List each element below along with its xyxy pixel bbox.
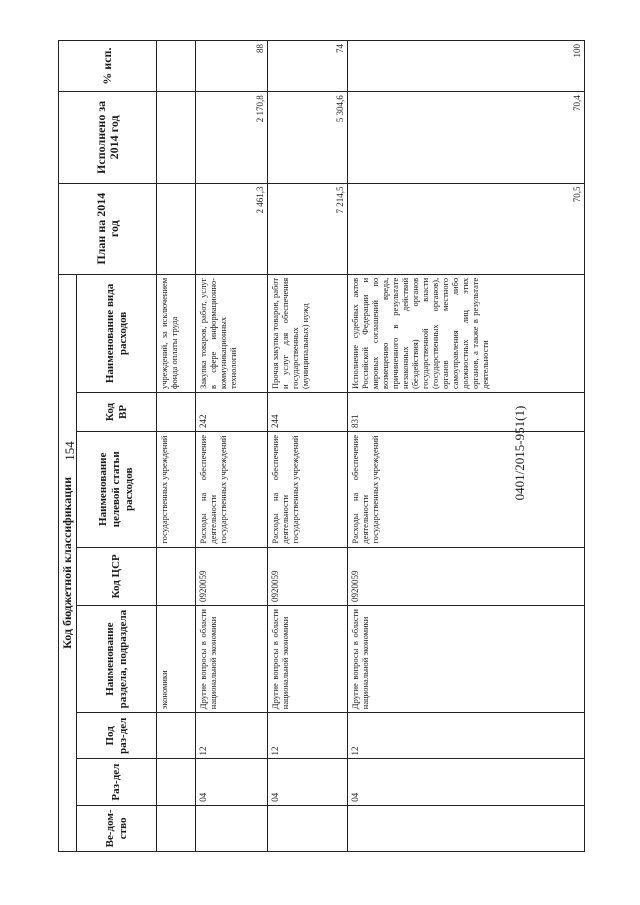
cell-done: 70,4 [348,92,585,183]
header-csr-name: Наименование целевой статьи расходов [77,431,157,547]
cell-csr-name: Расходы на обеспечение деятельности государственных учреждений [196,431,268,547]
cell-razdel: 04 [348,759,585,805]
header-razdel-name: Наименование раздела, подраздела [77,606,157,713]
header-csr: Код ЦСР [77,547,157,605]
cell-razdel: 04 [268,759,348,805]
cell-vr-name: Закупка товаров, работ, услуг в сфере информационно-коммуникационных технологий [196,274,268,392]
cell-razdel [157,759,196,805]
cell-plan [157,183,196,274]
cell-pct: 74 [268,41,348,92]
cell-razdel-name: экономики [157,606,196,713]
cell-vr: 244 [268,392,348,431]
cell-done: 5 304,6 [268,92,348,183]
cell-vedomstvo [268,805,348,851]
cell-csr: 0920059 [268,547,348,605]
header-podrazdel: Под раз-дел [77,713,157,759]
cell-podrazdel: 12 [196,713,268,759]
cell-vr [157,392,196,431]
cell-csr-name: государственных учреждений [157,431,196,547]
table-row [196,41,268,852]
cell-vedomstvo [348,805,585,851]
document-code: 0401/2015-951(1) [512,405,527,501]
table-row [157,41,196,852]
budget-table-rotated [58,40,585,852]
header-done: Исполнено за 2014 год [59,92,157,183]
table-row [268,41,348,852]
cell-vr-name: Прочая закупка товаров, работ и услуг для обеспечения государственных (муниципальных) нужд [268,274,348,392]
header-razdel: Раз-дел [77,759,157,805]
cell-plan: 7 214,5 [268,183,348,274]
cell-plan: 2 461,3 [196,183,268,274]
cell-vedomstvo [157,805,196,851]
budget-table-frame [58,40,585,852]
cell-vr: 831 [348,392,585,431]
table-row [348,41,585,852]
cell-podrazdel [157,713,196,759]
cell-pct: 88 [196,41,268,92]
cell-podrazdel: 12 [268,713,348,759]
cell-razdel-name: Другие вопросы в области национальной экономики [348,606,585,713]
cell-razdel-name: Другие вопросы в области национальной экономики [268,606,348,713]
cell-csr: 0920059 [196,547,268,605]
cell-plan: 70,5 [348,183,585,274]
cell-razdel: 04 [196,759,268,805]
cell-csr [157,547,196,605]
header-pct: % исп. [59,41,157,92]
cell-csr-name: Расходы на обеспечение деятельности государственных учреждений [268,431,348,547]
cell-csr-name: Расходы на обеспечение деятельности государственных учреждений [348,431,585,547]
cell-vr: 242 [196,392,268,431]
cell-done: 2 170,8 [196,92,268,183]
page-number: 154 [62,441,77,461]
cell-csr: 0920059 [348,547,585,605]
cell-razdel-name: Другие вопросы в области национальной экономики [196,606,268,713]
header-vr-name: Наименование вида расходов [77,274,157,392]
header-vedomstvo: Ве-дом-ство [77,805,157,851]
cell-podrazdel: 12 [348,713,585,759]
cell-vr-name: учреждений, за исключением фонда оплаты труда [157,274,196,392]
cell-done [157,92,196,183]
cell-pct: 100 [348,41,585,92]
header-vr: Код ВР [77,392,157,431]
header-group-title: Код бюджетной классификации [59,274,77,851]
header-plan: План на 2014 год [59,183,157,274]
cell-vr-name: Исполнение судебных актов Российской Федерации и мировых соглашений по возмещению вреда, причиненного в результате незаконных действий (бездействия) органов государственной власти (государственных органов), органов местного самоуправления либо должностных лиц этих органов, а также в результате деятельности [348,274,585,392]
budget-table [58,40,585,852]
cell-vedomstvo [196,805,268,851]
cell-pct [157,41,196,92]
